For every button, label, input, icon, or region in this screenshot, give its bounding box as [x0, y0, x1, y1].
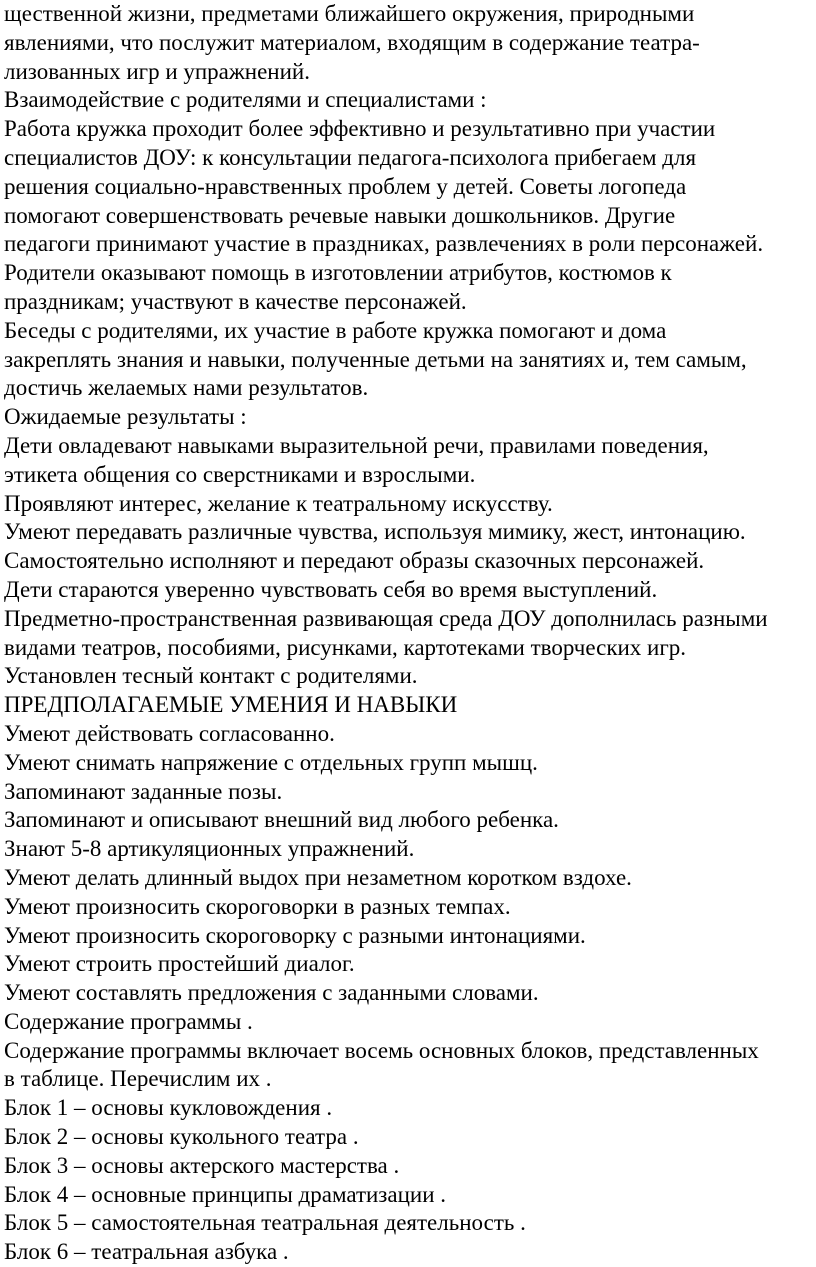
- text-line: помогают совершенствовать речевые навыки дошкольников. Другие: [4, 202, 676, 228]
- text-line: Родители оказывают помощь в изготовлении атрибутов, костюмов к: [4, 260, 672, 286]
- text-line: Содержание программы включает восемь основных блоков, представленных: [4, 1037, 759, 1063]
- text-line: педагоги принимают участие в праздниках, развлечениях в роли персонажей.: [4, 231, 764, 257]
- text-line: Беседы с родителями, их участие в работе кружка помогают и дома: [4, 317, 667, 343]
- document-page: [4, 0, 814, 1267]
- text-line: Дети овладевают навыками выразительной речи, правилами поведения,: [4, 432, 709, 458]
- block-item: Блок 1 – основы кукловождения .: [4, 1095, 333, 1121]
- block-item: Блок 5 – самостоятельная театральная деятельность .: [4, 1210, 526, 1236]
- text-line: в таблице. Перечислим их .: [4, 1066, 272, 1092]
- text-line: закреплять знания и навыки, полученные детьми на занятиях и, тем самым,: [4, 346, 747, 372]
- text-line: Установлен тесный контакт с родителями.: [4, 663, 418, 689]
- text-line: щественной жизни, предметами ближайшего окружения, природными: [4, 1, 695, 26]
- skill-item: Умеют снимать напряжение с отдельных групп мышц.: [4, 749, 538, 775]
- skill-item: Умеют произносить скороговорки в разных темпах.: [4, 893, 511, 919]
- skill-item: Умеют составлять предложения с заданными словами.: [4, 980, 539, 1006]
- text-line: Работа кружка проходит более эффективно и результативно при участии: [4, 116, 716, 142]
- text-line: видами театров, пособиями, рисунками, картотеками творческих игр.: [4, 634, 687, 660]
- text-line: этикета общения со сверстниками и взрослыми.: [4, 461, 476, 487]
- text-line: явлениями, что послужит материалом, входящим в содержание театра-: [4, 29, 700, 55]
- text-line: лизованных игр и упражнений.: [4, 58, 310, 84]
- skill-item: Знают 5-8 артикуляционных упражнений.: [4, 836, 415, 862]
- text-line: Самостоятельно исполняют и передают образы сказочных персонажей.: [4, 548, 705, 574]
- text-line: специалистов ДОУ: к консультации педагога-психолога прибегаем для: [4, 144, 697, 170]
- text-line: Дети стараются уверенно чувствовать себя во время выступлений.: [4, 576, 658, 602]
- block-item: Блок 3 – основы актерского мастерства .: [4, 1152, 400, 1178]
- section-heading: Содержание программы .: [4, 1008, 253, 1034]
- skill-item: Умеют произносить скороговорку с разными интонациями.: [4, 922, 586, 948]
- text-line: Предметно-пространственная развивающая среда ДОУ дополнилась разными: [4, 605, 768, 631]
- block-item: Блок 4 – основные принципы драматизации .: [4, 1181, 447, 1207]
- text-line: Умеют передавать различные чувства, используя мимику, жест, интонацию.: [4, 519, 746, 545]
- text-line: решения социально-нравственных проблем у детей. Советы логопеда: [4, 173, 687, 199]
- skill-item: Умеют строить простейший диалог.: [4, 951, 355, 977]
- skill-item: Умеют действовать согласованно.: [4, 720, 335, 746]
- text-line: достичь желаемых нами результатов.: [4, 375, 369, 401]
- block-item: Блок 6 – театральная азбука .: [4, 1239, 289, 1265]
- text-line: Проявляют интерес, желание к театральному искусству.: [4, 490, 553, 516]
- skill-item: Запоминают и описывают внешний вид любого ребенка.: [4, 807, 559, 833]
- skill-item: Запоминают заданные позы.: [4, 778, 283, 804]
- section-heading: ПРЕДПОЛАГАЕМЫЕ УМЕНИЯ И НАВЫКИ: [4, 692, 458, 718]
- section-heading: Взаимодействие с родителями и специалистами :: [4, 87, 487, 113]
- skill-item: Умеют делать длинный выдох при незаметном коротком вздохе.: [4, 864, 632, 890]
- block-item: Блок 2 – основы кукольного театра .: [4, 1124, 359, 1150]
- text-line: праздникам; участвуют в качестве персонажей.: [4, 288, 467, 314]
- section-heading: Ожидаемые результаты :: [4, 404, 247, 430]
